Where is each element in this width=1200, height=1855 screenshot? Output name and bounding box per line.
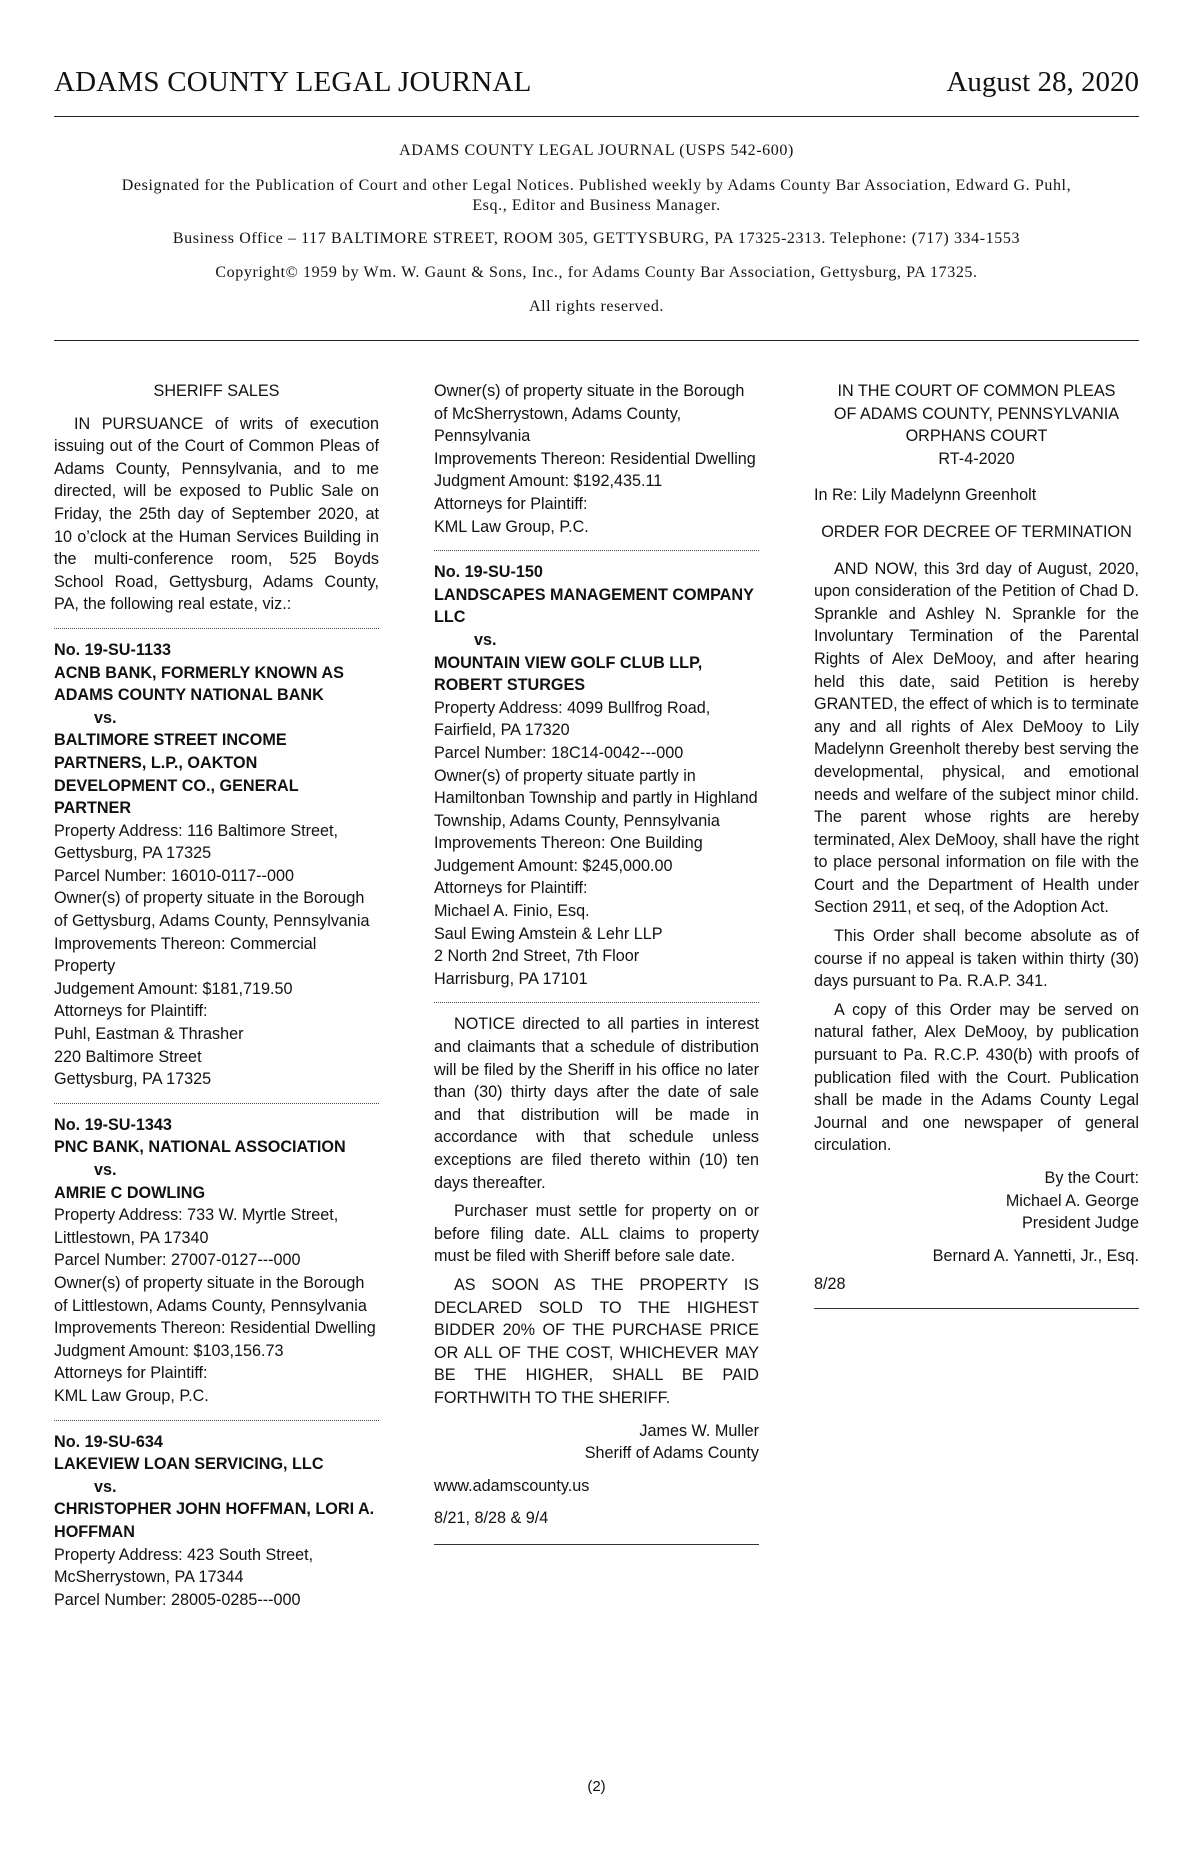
case-line: Property Address: 4099 Bullfrog Road, Fairfield, PA 17320: [434, 698, 711, 740]
order-paragraph: A copy of this Order may be served on natural father, Alex DeMooy, by publication pursuant to Pa. R.C.P. 430(b) with proofs of publication filed with the Court. Publication shall be made in the Adams County Legal Journal and one newspaper of general circulation.: [814, 1000, 1139, 1155]
case-line: Improvements Thereon: One Building: [434, 834, 703, 853]
case-entry: [54, 639, 379, 1091]
case-line: Improvements Thereon: Residential Dwelling: [434, 449, 756, 468]
case-number: No. 19-SU-150: [434, 563, 543, 582]
sheriff-signature-title: Sheriff of Adams County: [584, 1444, 759, 1463]
case-plaintiff: LAKEVIEW LOAN SERVICING, LLC: [54, 1455, 324, 1474]
dotted-divider: [434, 550, 759, 551]
case-defendant: CHRISTOPHER JOHN HOFFMAN, LORI A. HOFFMAN: [54, 1500, 375, 1541]
case-line: Puhl, Eastman & Thrasher: [54, 1025, 244, 1044]
case-line: Property Address: 116 Baltimore Street, Gettysburg, PA 17325: [54, 821, 339, 863]
distribution-notice: NOTICE directed to all parties in interest and claimants that a schedule of distribution will be filed by the Sheriff in his office no later than (30) thirty days after the date of sale and that distribution will be made in accordance with that schedule unless exceptions are filed thereto within (10) ten days thereafter.: [434, 1015, 759, 1192]
case-defendant: AMRIE C DOWLING: [54, 1183, 206, 1202]
masthead-line: ADAMS COUNTY LEGAL JOURNAL (USPS 542-600): [399, 142, 794, 159]
end-rule: [814, 1308, 1139, 1309]
case-vs: vs.: [474, 630, 497, 649]
case-plaintiff: PNC BANK, NATIONAL ASSOCIATION: [54, 1138, 346, 1157]
case-line: 2 North 2nd Street, 7th Floor: [434, 947, 640, 966]
end-rule: [434, 1544, 759, 1545]
case-docket: RT-4-2020: [938, 449, 1015, 468]
case-line: Attorneys for Plaintiff:: [434, 494, 588, 513]
case-line: Owner(s) of property situate in the Borough of McSherrystown, Adams County, Pennsylvania: [434, 382, 745, 446]
issue-date: August 28, 2020: [946, 66, 1139, 98]
case-line: Parcel Number: 28005-0285---000: [54, 1590, 301, 1609]
case-defendant: BALTIMORE STREET INCOME PARTNERS, L.P., OAKTON DEVELOPMENT CO., GENERAL PARTNER: [54, 731, 299, 818]
page: [54, 0, 1139, 1855]
case-line: Attorneys for Plaintiff:: [54, 1364, 208, 1383]
masthead-line: All rights reserved.: [528, 298, 665, 315]
case-line: Gettysburg, PA 17325: [54, 1070, 212, 1089]
sheriff-intro: IN PURSUANCE of writs of execution issuing out of the Court of Common Pleas of Adams County, Pennsylvania, and to me directed, will be exposed to Public Sale on Friday, the 25th day of September 2020, at 10 o’clock at the Human Services Building in the multi-conference room, 525 Boyds School Road, Gettysburg, Adams County, PA, the following real estate, viz.:: [54, 414, 379, 614]
case-vs: vs.: [94, 1477, 117, 1496]
case-line: Owner(s) of property situate in the Borough of Gettysburg, Adams County, Pennsylvania: [54, 889, 370, 931]
case-number: No. 19-SU-1133: [54, 640, 171, 659]
case-line: Parcel Number: 16010-0117--000: [54, 866, 294, 885]
case-plaintiff: LANDSCAPES MANAGEMENT COMPANY LLC: [434, 585, 754, 627]
case-number: No. 19-SU-1343: [54, 1115, 172, 1134]
masthead-line: Business Office – 117 BALTIMORE STREET, ROOM 305, GETTYSBURG, PA 17325-2313. Telephone: (717) 334-1553: [172, 230, 1021, 247]
case-plaintiff: ACNB BANK, FORMERLY KNOWN AS ADAMS COUNTY NATIONAL BANK: [54, 663, 344, 705]
judge-name: Michael A. George: [1005, 1191, 1139, 1210]
case-line: Parcel Number: 18C14-0042---000: [434, 743, 684, 762]
case-vs: vs.: [94, 708, 117, 727]
case-line: Judgement Amount: $245,000.00: [434, 856, 673, 875]
case-line: KML Law Group, P.C.: [54, 1386, 209, 1405]
case-line: KML Law Group, P.C.: [434, 517, 589, 536]
case-line: Property Address: 733 W. Myrtle Street, Littlestown, PA 17340: [54, 1206, 339, 1247]
case-line: Michael A. Finio, Esq.: [434, 902, 590, 921]
case-line: Property Address: 423 South Street, McSherrystown, PA 17344: [54, 1545, 314, 1587]
dotted-divider: [54, 628, 379, 629]
publication-dates: 8/21, 8/28 & 9/4: [434, 1509, 549, 1528]
masthead-line: Copyright© 1959 by Wm. W. Gaunt & Sons, Inc., for Adams County Bar Association, Gettysburg, PA 17325.: [215, 264, 978, 281]
case-line: Saul Ewing Amstein & Lehr LLP: [434, 924, 663, 943]
case-line: Attorneys for Plaintiff:: [434, 879, 588, 898]
payment-notice: AS SOON AS THE PROPERTY IS DECLARED SOLD TO THE HIGHEST BIDDER 20% OF THE PURCHASE PRICE OR ALL OF THE COST, WHICHEVER MAY BE THE HIGHER, SHALL BE PAID FORTHWITH TO THE SHERIFF.: [434, 1275, 759, 1407]
page-number: (2): [587, 1778, 606, 1795]
case-vs: vs.: [94, 1161, 117, 1179]
publication-date: 8/28: [814, 1275, 846, 1294]
case-entry: [54, 1431, 379, 1612]
case-defendant: MOUNTAIN VIEW GOLF CLUB LLP, ROBERT STURGES: [434, 653, 703, 695]
dotted-divider: [434, 1002, 759, 1003]
judge-title: President Judge: [1022, 1214, 1139, 1233]
case-entry: [434, 561, 759, 990]
journal-title: ADAMS COUNTY LEGAL JOURNAL: [54, 66, 532, 98]
court-heading: ORPHANS COURT: [905, 427, 1048, 446]
case-line: 220 Baltimore Street: [54, 1047, 202, 1066]
case-line: Parcel Number: 27007-0127---000: [54, 1251, 301, 1270]
case-line: Improvements Thereon: Residential Dwelling: [54, 1319, 376, 1338]
case-line: Owner(s) of property situate in the Borough of Littlestown, Adams County, Pennsylvania: [54, 1273, 367, 1315]
case-line: Harrisburg, PA 17101: [434, 969, 588, 988]
case-line: Judgement Amount: $181,719.50: [54, 979, 293, 998]
case-line: Owner(s) of property situate partly in Hamiltonban Township and partly in Highland Township, Adams County, Pennsylvania: [434, 766, 758, 830]
section-heading: SHERIFF SALES: [153, 382, 280, 400]
purchaser-notice: Purchaser must settle for property on or before filing date. ALL claims to property must be filed with Sheriff before sale date.: [434, 1202, 759, 1266]
masthead: [54, 140, 1139, 341]
order-paragraph: AND NOW, this 3rd day of August, 2020, upon consideration of the Petition of Chad D. Sprankle and Ashley N. Sprankle for the Involuntary Termination of the Parental Rights of Alex DeMooy, and after hearing held this date, said Petition is hereby GRANTED, the effect of which is to terminate any and all rights of Alex DeMooy to Lily Madelynn Greenholt thereby best serving the developmental, physical, and emotional needs and welfare of the subject minor child. The parent whose rights are hereby terminated, Alex DeMooy, shall have the right to place personal information on file with the Court and the Department of Health under Section 2911, et seq, of the Adoption Act.: [814, 559, 1139, 917]
sheriff-website: www.adamscounty.us: [434, 1476, 590, 1495]
column-2: [434, 380, 759, 1545]
case-entry-continued: [434, 380, 759, 538]
sheriff-signature-name: James W. Muller: [639, 1421, 759, 1440]
case-line: Attorneys for Plaintiff:: [54, 1002, 208, 1021]
case-line: Judgment Amount: $103,156.73: [54, 1341, 284, 1360]
dotted-divider: [54, 1103, 379, 1104]
court-heading: IN THE COURT OF COMMON PLEAS: [837, 382, 1116, 400]
attorney-name: Bernard A. Yannetti, Jr., Esq.: [932, 1246, 1139, 1265]
case-line: Judgment Amount: $192,435.11: [434, 472, 663, 491]
order-title: ORDER FOR DECREE OF TERMINATION: [821, 522, 1132, 541]
order-paragraph: This Order shall become absolute as of course if no appeal is taken within thirty (30) days pursuant to Pa. R.A.P. 341.: [814, 927, 1139, 991]
column-1: [54, 380, 379, 1611]
masthead-line: Designated for the Publication of Court and other Legal Notices. Published weekly by Adams County Bar Association, Edward G. Puhl, Esq., Editor and Business Manager.: [121, 177, 1072, 214]
court-heading: OF ADAMS COUNTY, PENNSYLVANIA: [833, 404, 1120, 423]
running-header: [54, 62, 1139, 117]
column-3: [814, 380, 1139, 1309]
by-the-court: By the Court:: [1044, 1169, 1139, 1187]
case-number: No. 19-SU-634: [54, 1432, 163, 1451]
dotted-divider: [54, 1420, 379, 1421]
in-re: In Re: Lily Madelynn Greenholt: [814, 486, 1037, 505]
case-entry: [54, 1114, 379, 1408]
case-line: Improvements Thereon: Commercial Property: [54, 934, 317, 976]
